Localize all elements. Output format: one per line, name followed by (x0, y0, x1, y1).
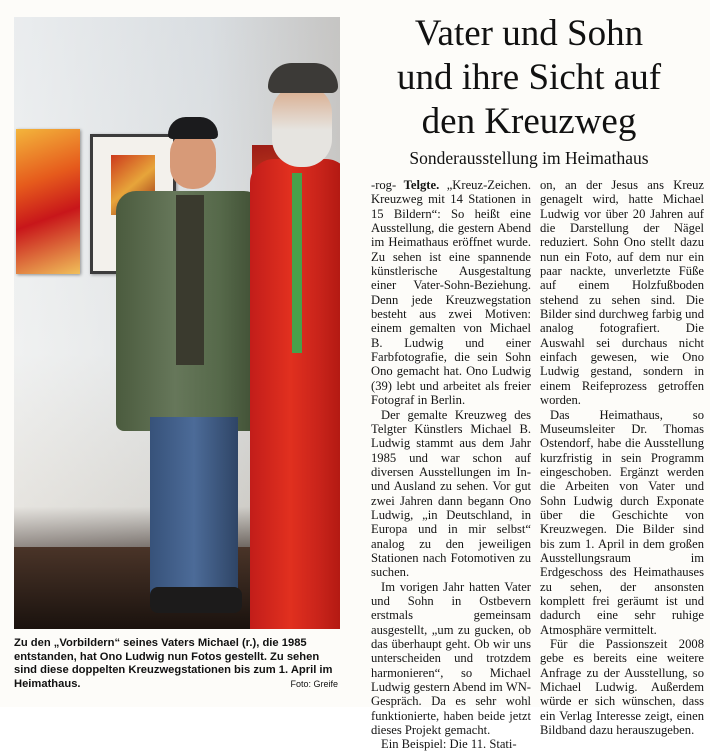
article-paragraph: Im vorigen Jahr hatten Vater und Sohn in Ostbevern erstmals gemeinsam ausgestellt, „um zu gucken, ob das überhaupt geht. Ob wir uns unterscheiden und trotzdem harmonieren“, so Michael Ludwig gestern Abend im WN-Gespräch. Da es sehr wohl funktionierte, haben beide jetzt dieses Projekt gemacht. (371, 579, 531, 738)
dark-shirt (176, 195, 204, 365)
subheadline: Sonderausstellung im Heimathaus (409, 148, 649, 168)
headline-line-2: und ihre Sicht auf (396, 57, 662, 98)
article-paragraph: Der gemalte Kreuzweg des Telgter Künstlers Michael B. Ludwig stammt aus dem Jahr 1985 und war schon auf diversen Ausstellungen im In- und Ausland zu sehen. Vor gut zwei Jahren dann begann Ono Ludwig, „in Deutschland, in Europa und in mir selbst“ analog zu den jeweiligen Stationen nach Fotomotiven zu suchen. (371, 407, 531, 580)
headline (352, 12, 706, 144)
caption-text: Zu den „Vorbildern“ seines Vaters Michael (r.), die 1985 entstanden, hat Ono Ludwig nun Fotos gestellt. Zu sehen sind diese doppelten Kreuzwegstationen bis zum 1. April im Heimathaus. (14, 637, 333, 690)
painting-red-abstract (16, 129, 80, 274)
blue-jeans (150, 417, 238, 597)
grey-cap (268, 63, 338, 93)
photo-caption (14, 637, 340, 691)
article-column-1 (371, 178, 531, 752)
headline-line-1: Vater und Sohn (414, 13, 644, 54)
article-column-2 (540, 178, 704, 737)
headline-line-3: den Kreuzweg (421, 101, 637, 142)
black-cap (168, 117, 218, 139)
article-paragraph: Ein Beispiel: Die 11. Stati- (381, 737, 517, 752)
article-paragraph: on, an der Jesus ans Kreuz genagelt wird, hatte Michael Ludwig vor über 20 Jahren auf die Darstellung der Nägel reduziert. Sohn Ono stellt dazu nun ein Foto, auf dem nur ein paar nackte, unverletzte Füße auf einem Holzfußboden stehend zu sehen sind. Die Bilder sind durchweg farbig und analog fotografiert. Die Auswahl sei durchaus nicht einfach gewesen, wie Ono Ludwig gestand, sondern in einem Reifeprozess getroffen worden. (540, 178, 704, 408)
byline: -rog- (371, 178, 397, 192)
article-paragraph: Für die Passionszeit 2008 gebe es bereits eine weitere Anfrage zu der Ausstellung, so Michael Ludwig. Außerdem würde er sich wünschen, dass ein Verlag Interesse zeigt, einen Bildband dazu herauszugeben. (540, 637, 704, 738)
paragraph-text: „Kreuz-Zeichen. Kreuzweg mit 14 Stationen in 15 Bildern“: So heißt eine Ausstellung, die gestern Abend im Heimathaus eröffnet wurde. Zu sehen ist eine spannende künstlerische Ausgestaltung einer Vater-Sohn-Beziehung. Denn jede Kreuzwegstation besteht aus zwei Motiven: einem gemalten von Michael B. Ludwig und einer Farbfotografie, die sein Sohn Ono gemacht hat. Ono Ludwig (39) lebt und arbeitet als freier Fotograf in Berlin. (371, 178, 531, 408)
dateline: Telgte. (403, 178, 440, 192)
article-paragraph: Das Heimathaus, so Museumsleiter Dr. Thomas Ostendorf, habe die Ausstellung kurzfristig in sein Programm eingeschoben. Ergänzt werden die Arbeiten von Vater und Sohn Ludwig durch Exponate über die Geschichte von Kreuzwegen. Die Bilder sind bis zum 1. April in dem großen Ausstellungsraum im Erdgeschoss des Heimathauses zu sehen, der ansonsten komplett frei geräumt ist und dadurch eine sehr ruhige Atmosphäre vermittelt. (540, 407, 704, 637)
shoes (150, 587, 242, 613)
article-paragraph (371, 178, 531, 408)
son-ono-ludwig (110, 117, 260, 617)
exhibition-photo (14, 17, 340, 629)
photo-credit: Foto: Greife (290, 678, 338, 689)
bearded-face (272, 85, 332, 167)
face (170, 131, 216, 189)
father-michael-ludwig (248, 63, 340, 629)
green-scarf (292, 173, 302, 353)
